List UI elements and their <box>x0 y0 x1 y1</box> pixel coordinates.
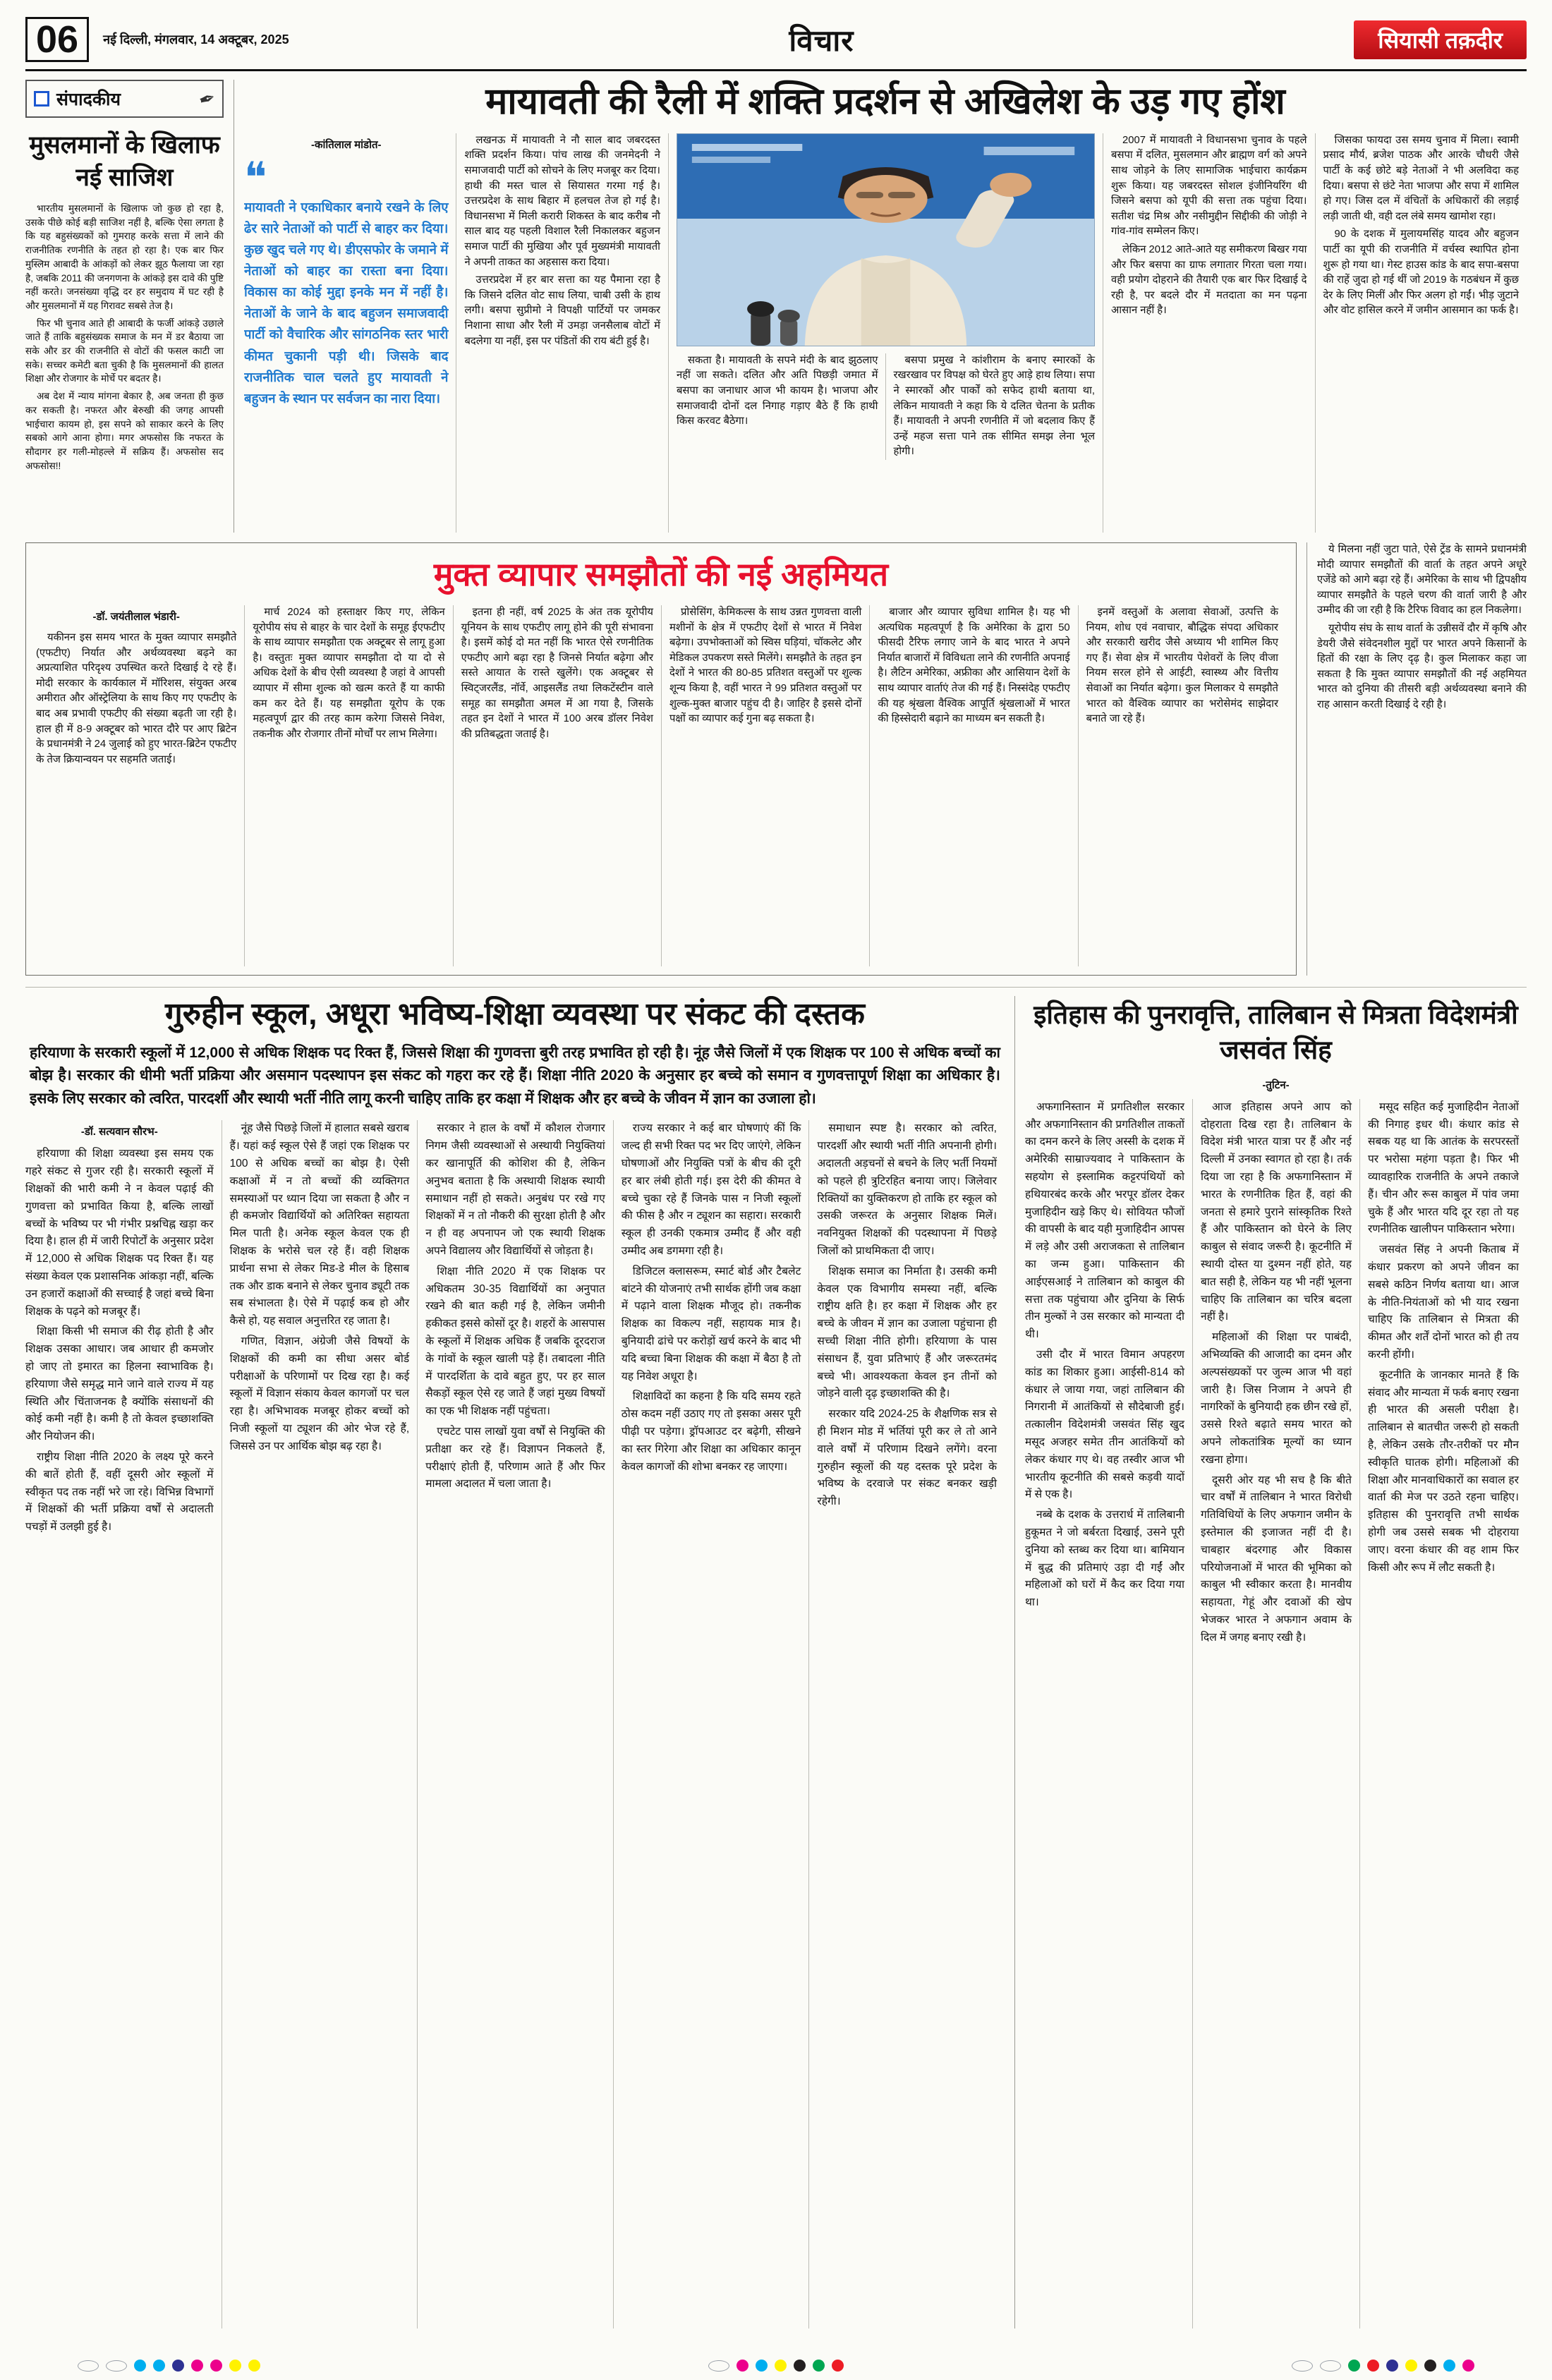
paragraph: दूसरी ओर यह भी सच है कि बीते चार वर्षों में तालिबान ने भारत विरोधी गतिविधियों के लिए अफगान जमीन के इस्तेमाल की इजाजत नहीं दी है। चाबहार बंदरगाह और विकास परियोजनाओं में भारत की भूमिका को काबुल भी स्वीकार करता है। मानवीय सहायता, गेहूं और दवाओं की खेप भेजकर भारत ने अफगान अवाम के दिल में जगह बनाए रखी है। <box>1201 1474 1352 1644</box>
paragraph: जिसका फायदा उस समय चुनाव में मिला। स्वामी प्रसाद मौर्य, ब्रजेश पाठक और आरके चौधरी जैसे पार्टी के कई छोटे बड़े नेताओं ने भी अलविदा कह दिया। बसपा से छंटे नेता भाजपा और सपा में शामिल हो गए। जिस दल में वंचितों के अधिकारों की लड़ाई लड़ी जाती थी, वही दल लंबे समय खामोश रहा। <box>1323 134 1519 222</box>
color-dot-icon <box>1367 2360 1379 2372</box>
school-byline: -डॉ. सत्यवान सौरभ- <box>80 1126 158 1139</box>
paragraph: मसूद सहित कई मुजाहिदीन नेताओं की निगाह इधर थी। कंधार कांड से सबक यह था कि आतंक के सरपरस्तों पर भरोसा महंगा पड़ता है। फिर भी व्यावहारिक राजनीति के अपने तकाजे हैं। चीन और रूस काबुल में पांव जमा चुके हैं और भारत यदि दूर रहा तो यह रणनीतिक खालीपन पाकिस्तान भरेगा। <box>1368 1100 1519 1236</box>
top-section <box>25 80 1527 533</box>
dateline: नई दिल्ली, मंगलवार, 14 अक्टूबर, 2025 <box>103 32 289 47</box>
mayawati-article <box>234 80 1527 533</box>
color-dot-icon <box>756 2360 768 2372</box>
paragraph: एचटेट पास लाखों युवा वर्षों से नियुक्ति की प्रतीक्षा कर रहे हैं। विज्ञापन निकलते हैं, परीक्षाएं होती हैं, परिणाम आते हैं और फिर मामला अदालत में चला जाता है। <box>425 1425 605 1490</box>
school-column-1 <box>25 1120 222 2329</box>
paragraph: इतना ही नहीं, वर्ष 2025 के अंत तक यूरोपीय यूनियन के साथ एफटीए लागू होने की पूरी संभावना है। इसमें कोई दो मत नहीं कि भारत ऐसे रणनीतिक एफटीए आगे बढ़ा रहा है जिनसे निर्यात बढ़ेगा और सस्ते आयात के रास्ते खुलेंगे। एक अक्टूबर से स्विट्जरलैंड, नॉर्वे, आइसलैंड तथा लिकटेंस्टीन वाले समूह का समझौता अमल में आ गया है, जिसके तहत इन देशों ने भारत में 100 अरब डॉलर निवेश की प्रतिबद्धता जताई है। <box>461 607 653 740</box>
paragraph: लखनऊ में मायावती ने नौ साल बाद जबरदस्त शक्ति प्रदर्शन किया। पांच लाख की जनमेदनी ने समाजवादी पार्टी को सोचने के लिए मजबूर कर दिया। हाथी की मस्त चाल से सियासत गरमा गई है। उत्तरप्रदेश के साथ बिहार में हलचल तेज हो गई है। विधानसभा में मिली करारी शिकस्त के बाद करीब नौ साल बाद यह पहली विशाल रैली निकालकर बहुजन समाज पार्टी की मुखिया और पूर्व मुख्यमंत्री मायावती ने अपनी ताकत का अहसास करा दिया। <box>464 134 660 268</box>
paragraph: ये मिलना नहीं जुटा पाते, ऐसे ट्रेंड के सामने प्रधानमंत्री मोदी व्यापार समझौतों की वार्ता के तहत अपने अधूरे एजेंडे को आगे बढ़ा रहे हैं। अमेरिका के साथ भी द्विपक्षीय व्यापार समझौते के पहले चरण की वार्ता जारी है और उम्मीद की जा रही है कि टैरिफ विवाद का हल निकलेगा। <box>1317 544 1527 617</box>
editorial-body <box>25 202 224 473</box>
color-dot-icon <box>1405 2360 1417 2372</box>
paragraph: मार्च 2024 को हस्ताक्षर किए गए, लेकिन यूरोपीय संघ से बाहर के चार देशों के समूह ईएफटीए के साथ व्यापार समझौता एक अक्टूबर से लागू हुआ है। वस्तुतः मुक्त व्यापार समझौता दो या दो से अधिक देशों के बीच ऐसी व्यवस्था है जहां वे आपसी व्यापार में सीमा शुल्क को खत्म करते हैं या काफी कम कर देते हैं। यह समझौता यूरोप के एक महत्वपूर्ण द्वार की तरह काम करेगा जिससे निवेश, तकनीक और रोजगार तीनों मोर्चों पर लाभ मिलेगा। <box>253 607 445 740</box>
school-column-3 <box>417 1120 613 2329</box>
mayawati-headline: मायावती की रैली में शक्ति प्रदर्शन से अखिलेश के उड़ गए होंश <box>485 81 1285 122</box>
paragraph: सरकार यदि 2024-25 के शैक्षणिक सत्र से ही मिशन मोड में भर्तियां पूरी कर ले तो आने वाले वर्षों में परिणाम दिखने लगेंगे। वरना गुरुहीन स्कूलों की यह दस्तक पूरे प्रदेश के भविष्य के दरवाजे पर संकट बनकर खड़ी रहेगी। <box>817 1408 997 1508</box>
color-dot-icon <box>736 2360 748 2372</box>
color-dot-icon <box>153 2360 165 2372</box>
paragraph: 2007 में मायावती ने विधानसभा चुनाव के पहले बसपा में दलित, मुसलमान और ब्राह्मण वर्ग को अपने साथ जोड़ने के लिए सामाजिक भाईचारा कार्यक्रम शुरू किया। यह जबरदस्त सोशल इंजीनियरिंग थी जिसने बसपा को यूपी की सत्ता तक पहुंचा दिया। सतीश चंद्र मिश्र और नसीमुद्दीन सिद्दीकी की जोड़ी ने गांव-गांव सम्मेलन किए। <box>1111 134 1307 238</box>
paragraph: प्रोसेसिंग, केमिकल्स के साथ उन्नत गुणवत्ता वाली मशीनों के क्षेत्र में एफटीए देशों से भारत में निवेश बढ़ेगा। उपभोक्ताओं को स्विस घड़ियां, चॉकलेट और मेडिकल उपकरण सस्ते मिलेंगे। समझौते के तहत इन देशों ने भारत की 80-85 प्रतिशत वस्तुओं पर शुल्क शून्य किया है, वहीं भारत ने 99 प्रतिशत वस्तुओं पर शुल्क-मुक्त बाजार पहुंच दी है। जाहिर है इससे दोनों पक्षों का व्यापार कई गुना बढ़ सकता है। <box>669 607 862 725</box>
fta-article <box>25 542 1297 976</box>
color-dot-icon <box>1443 2360 1455 2372</box>
fta-columns <box>36 605 1286 966</box>
paragraph: राष्ट्रीय शिक्षा नीति 2020 के लक्ष्य पूरे करने की बातें होती हैं, वहीं दूसरी ओर स्कूलों में स्वीकृत पद तक नहीं भरे जा रहे। विभिन्न विभागों में शिक्षकों की भर्ती प्रक्रिया वर्षों से अदालती पचड़ों में उलझी हुई है। <box>25 1450 214 1534</box>
paragraph: आज इतिहास अपने आप को दोहराता दिख रहा है। तालिबान के विदेश मंत्री भारत यात्रा पर हैं और नई दिल्ली में उनका स्वागत हो रहा है। तर्क दिया जा रहा है कि अफगानिस्तान में भारत के रणनीतिक हित हैं, वहां की जनता से हमारे पुराने सांस्कृतिक रिश्ते हैं और पाकिस्तान को घेरने के लिए काबुल से संवाद जरूरी है। कूटनीति में स्थायी दोस्त या दुश्मन नहीं होते, यह बात सही है, लेकिन यह भी नहीं भूलना चाहिए कि तालिबान का चरित्र बदला नहीं है। <box>1201 1100 1352 1323</box>
fta-column-1 <box>36 605 244 966</box>
mayawati-photo-column <box>668 133 1103 533</box>
paragraph: उसी दौर में भारत विमान अपहरण कांड का शिकार हुआ। आईसी-814 को कंधार ले जाया गया, जहां तालिबान की निगरानी में आतंकियों से सौदेबाजी हुई। तत्कालीन विदेशमंत्री जसवंत सिंह खुद मसूद अजहर समेत तीन आतंकियों को लेकर कंधार गए थे। वह तस्वीर आज भी भारतीय कूटनीति की सबसे कड़वी यादों में से एक है। <box>1025 1349 1184 1501</box>
color-dot-icon <box>248 2360 260 2372</box>
paragraph: हरियाणा की शिक्षा व्यवस्था इस समय एक गहरे संकट से गुजर रही है। सरकारी स्कूलों में शिक्षकों की भारी कमी ने न केवल पढ़ाई की गुणवत्ता को प्रभावित किया है, बल्कि लाखों बच्चों के भविष्य पर भी गंभीर प्रश्नचिह्न खड़ा कर दिया है। हाल ही में जारी रिपोर्टों के अनुसार प्रदेश में 12,000 से अधिक शिक्षक पद रिक्त हैं। यह संख्या केवल एक प्रशासनिक आंकड़ा नहीं, बल्कि उन हजारों कक्षाओं की सच्चाई है जहां बच्चे बिना शिक्षक के पढ़ने को मजबूर हैं। <box>25 1148 214 1318</box>
school-intro: हरियाणा के सरकारी स्कूलों में 12,000 से अधिक शिक्षक पद रिक्त हैं, जिससे शिक्षा की गुणवत्ता बुरी तरह प्रभावित हो रही है। नूंह जैसे जिलों में एक शिक्षक पर 100 से अधिक बच्चों का बोझ है। सरकार की धीमी भर्ती प्रक्रिया और असमान पदस्थापन इस संकट को गहरा कर रहे हैं। शिक्षा नीति 2020 के अनुसार हर बच्चे को समान व गुणवत्तापूर्ण शिक्षा का अधिकार है। इसके लिए सरकार को त्वरित, पारदर्शी और स्थायी भर्ती नीति लागू करनी चाहिए ताकि हर कक्षा में शिक्षक और हर बच्चे के जीवन में ज्ञान का उजाला हो। <box>30 1044 1000 1107</box>
section-title: विचार <box>789 23 854 57</box>
fta-column-5 <box>869 605 1077 966</box>
color-dot-icon <box>229 2360 241 2372</box>
print-marks-right <box>1292 2360 1474 2372</box>
paragraph: शिक्षा किसी भी समाज की रीढ़ होती है और शिक्षक उसका आधार। जब आधार ही कमजोर हो जाए तो इमारत का हिलना स्वाभाविक है। हरियाणा जैसे समृद्ध माने जाने वाले राज्य में यह स्थिति और चिंताजनक है क्योंकि संसाधनों की कोई कमी नहीं है। कमी है तो केवल इच्छाशक्ति और नियोजन की। <box>25 1325 214 1443</box>
editorial-label: संपादकीय <box>56 90 121 109</box>
blue-box-icon <box>34 91 49 107</box>
paragraph: शिक्षा नीति 2020 में एक शिक्षक पर अधिकतम 30-35 विद्यार्थियों का अनुपात रखने की बात कही गई है, लेकिन जमीनी हकीकत इससे कोसों दूर है। शहरों के आसपास के स्कूलों में शिक्षक अधिक हैं जबकि दूरदराज के गांवों के स्कूल खाली पड़े हैं। तबादला नीति में पारदर्शिता के दावे बहुत हुए, पर हर साल सैकड़ों स्कूल ऐसे रह जाते हैं जहां मुख्य विषयों का एक भी शिक्षक नहीं पहुंचता। <box>425 1265 605 1418</box>
mayawati-byline: -कांतिलाल मांडोत- <box>310 138 382 151</box>
print-registration-marks <box>0 2360 1552 2372</box>
fta-column-4 <box>661 605 869 966</box>
registration-ellipse-icon <box>1292 2360 1313 2372</box>
school-columns <box>25 1120 1005 2329</box>
color-dot-icon <box>1348 2360 1360 2372</box>
paragraph: बसपा प्रमुख ने कांशीराम के बनाए स्मारकों के रखरखाव पर विपक्ष को घेरते हुए आड़े हाथ लिया। सपा ने स्मारकों और पार्कों को सफेद हाथी बताया था, लेकिन मायावती ने कहा कि ये दलित चेतना के प्रतीक हैं। मायावती ने अपनी रणनीति में जो बदलाव किए हैं उन्हें महज सत्ता पाने तक सीमित समझ लेना भूल होगी। <box>893 354 1095 458</box>
taliban-column-2 <box>1192 1099 1359 2329</box>
taliban-column-1 <box>1025 1099 1192 2329</box>
mayawati-columns <box>244 133 1527 533</box>
color-dot-icon <box>134 2360 146 2372</box>
mayawati-column-a <box>456 133 668 533</box>
color-dot-icon <box>775 2360 787 2372</box>
masthead: सियासी तक़दीर <box>1354 20 1527 59</box>
mayawati-pullquote: मायावती ने एकाधिकार बनाये रखने के लिए ढेर सारे नेताओं को पार्टी से बाहर कर दिया। कुछ खुद चले गए थे। डीएसफोर के जमाने में नेताओं को बाहर का रास्ता बना दिया। विकास का कोई मुद्दा इनके मन में नहीं है। नेताओं के जाने के बाद बहुजन समाजवादी पार्टी को वैचारिक और सांगठनिक स्तर भारी कीमत चुकानी पड़ी थी। जिसके बाद राजनीतिक चाल चलते हुए मायावती ने बहुजन के स्थान पर सर्वजन का नारा दिया। <box>244 199 449 406</box>
mayawati-quote-column <box>244 133 456 533</box>
paragraph: गणित, विज्ञान, अंग्रेजी जैसे विषयों के शिक्षकों की कमी का सीधा असर बोर्ड परीक्षाओं के परिणामों पर दिख रहा है। कई स्कूलों में विज्ञान संकाय केवल कागजों पर चल रहा है। अभिभावक मजबूर होकर बच्चों को निजी स्कूलों या ट्यूशन की ओर भेज रहे हैं, जिससे उन पर आर्थिक बोझ बढ़ रहा है। <box>229 1335 410 1452</box>
fta-column-3 <box>453 605 661 966</box>
registration-ellipse-icon <box>106 2360 127 2372</box>
color-dot-icon <box>813 2360 825 2372</box>
color-dot-icon <box>1462 2360 1474 2372</box>
mayawati-photo <box>677 133 1095 346</box>
editorial-title: मुसलमानों के खिलाफ नई साजिश <box>29 131 220 191</box>
school-column-2 <box>222 1120 418 2329</box>
taliban-article <box>1014 996 1527 2329</box>
registration-ellipse-icon <box>1320 2360 1341 2372</box>
print-marks-left <box>78 2360 260 2372</box>
paragraph: जसवंत सिंह ने अपनी किताब में कंधार प्रकरण को अपने जीवन का सबसे कठिन निर्णय बताया था। आज के नीति-नियंताओं को भी याद रखना चाहिए कि तालिबान से मित्रता की कीमत और शर्तें दोनों भारत को ही तय करनी होंगी। <box>1368 1244 1519 1361</box>
color-dot-icon <box>172 2360 184 2372</box>
paragraph: शिक्षाविदों का कहना है कि यदि समय रहते ठोस कदम नहीं उठाए गए तो इसका असर पूरी पीढ़ी पर पड़ेगा। ड्रॉपआउट दर बढ़ेगी, सीखने का स्तर गिरेगा और शिक्षा का अधिकार कानून केवल कागजों की शोभा बनकर रह जाएगा। <box>621 1390 801 1473</box>
color-dot-icon <box>1424 2360 1436 2372</box>
paragraph: समाधान स्पष्ट है। सरकार को त्वरित, पारदर्शी और स्थायी भर्ती नीति अपनानी होगी। अदालती अड़चनों से बचने के लिए भर्ती नियमों को पहले ही त्रुटिरहित बनाया जाए। जिलेवार रिक्तियों का युक्तिकरण हो ताकि हर स्कूल को उसकी जरूरत के अनुसार शिक्षक मिलें। नवनियुक्त शिक्षकों की पदस्थापना में पिछड़े जिलों को प्राथमिकता दी जाए। <box>817 1122 997 1258</box>
color-dot-icon <box>794 2360 806 2372</box>
fta-right-column <box>1307 542 1527 976</box>
color-dot-icon <box>1386 2360 1398 2372</box>
paragraph: नूंह जैसे पिछड़े जिलों में हालात सबसे खराब हैं। यहां कई स्कूल ऐसे हैं जहां एक शिक्षक पर 100 से अधिक बच्चों का बोझ है। ऐसी कक्षाओं में न तो बच्चों की व्यक्तिगत समस्याओं पर ध्यान दिया जा सकता है और न ही कमजोर विद्यार्थियों को अतिरिक्त सहायता मिल पाती है। अनेक स्कूल केवल एक ही शिक्षक के भरोसे चल रहे हैं। वही शिक्षक प्रार्थना सभा से लेकर मिड-डे मील के हिसाब तक और डाक बनाने से लेकर चुनाव ड्यूटी तक सब संभालता है। ऐसे में पढ़ाई कब हो और कैसे हो, यह सवाल अनुत्तरित रह जाता है। <box>229 1122 410 1328</box>
paragraph: इनमें वस्तुओं के अलावा सेवाओं, उत्पत्ति के नियम, शोध एवं नवाचार, बौद्धिक संपदा अधिकार और सरकारी खरीद जैसे अध्याय भी शामिल किए गए हैं। सेवा क्षेत्र में भारतीय पेशेवरों के लिए वीजा नियम सरल होने से आईटी, स्वास्थ्य और वित्तीय सेवाओं का निर्यात बढ़ेगा। कुल मिलाकर ये समझौते भारत को वैश्विक व्यापार का भरोसेमंद साझेदार बनाते जा रहे हैं। <box>1086 607 1278 725</box>
color-dot-icon <box>832 2360 844 2372</box>
paragraph: कूटनीति के जानकार मानते हैं कि संवाद और मान्यता में फर्क बनाए रखना ही भारत की असली परीक्षा है। तालिबान से बातचीत जरूरी हो सकती है, लेकिन उसके तौर-तरीकों पर मौन स्वीकृति घातक होगी। महिलाओं की शिक्षा और मानवाधिकारों का सवाल हर वार्ता की मेज पर उठते रहना चाहिए। इतिहास की पुनरावृत्ति तभी सार्थक होगी जब उससे सबक भी दोहराया जाए। वरना कंधार की वह शाम फिर किसी और रूप में लौट सकती है। <box>1368 1368 1519 1574</box>
paragraph: लेकिन 2012 आते-आते यह समीकरण बिखर गया और फिर बसपा का ग्राफ लगातार गिरता चला गया। वही प्रयोग दोहराने की तैयारी एक बार फिर दिखाई दे रही है, पर बदले दौर में मतदाता का मन पढ़ना आसान नहीं है। <box>1111 243 1307 317</box>
page-header <box>25 17 1527 71</box>
color-dot-icon <box>210 2360 222 2372</box>
paragraph: यूरोपीय संघ के साथ वार्ता के उन्नीसवें दौर में कृषि और डेयरी जैसे संवेदनशील मुद्दों पर भारत अपने किसानों के हितों की रक्षा के लिए दृढ़ है। कुल मिलाकर कहा जा सकता है कि मुक्त व्यापार समझौतों की नई अहमियत भारत को दुनिया की तीसरी बड़ी अर्थव्यवस्था बनाने की राह आसान करती दिखाई दे रही है। <box>1317 622 1527 710</box>
paragraph: नब्बे के दशक के उत्तरार्ध में तालिबानी हुकूमत ने जो बर्बरता दिखाई, उसने पूरी दुनिया को स्तब्ध कर दिया था। बामियान में बुद्ध की प्रतिमाएं उड़ा दी गईं और महिलाओं को घरों में कैद कर दिया गया था। <box>1025 1509 1184 1609</box>
bottom-section <box>25 987 1527 2329</box>
paragraph: फिर भी चुनाव आते ही आबादी के फर्जी आंकड़े उछाले जाते हैं ताकि बहुसंख्यक समाज के मन में डर बैठाया जा सके और डर की राजनीति से वोटों की फसल काटी जा सके। सच्चर कमेटी बता चुकी है कि मुसलमानों की हालत शिक्षा और रोजगार के मोर्चे पर बदतर है। <box>25 317 224 384</box>
fta-column-2 <box>244 605 452 966</box>
paragraph: अफगानिस्तान में प्रगतिशील सरकार और अफगानिस्तान की प्रगतिशील ताकतों का दमन करने के लिए अस्सी के दशक में अमेरिकी साम्राज्यवाद ने पाकिस्तान के सहयोग से इस्लामिक कट्टरपंथियों को हथियारबंद करके और भरपूर डॉलर देकर मुजाहिदीन खड़े किए थे। सोवियत फौजों की वापसी के बाद यही मुजाहिदीन आपस में लड़े और उसी अराजकता से तालिबान का जन्म हुआ। पाकिस्तान की आईएसआई ने तालिबान को काबुल की सत्ता तक पहुंचाया और दुनिया के सिर्फ तीन मुल्कों ने उस सरकार को मान्यता दी थी। <box>1025 1100 1184 1341</box>
school-headline: गुरुहीन स्कूल, अधूरा भविष्य-शिक्षा व्यवस्था पर संकट की दस्तक <box>165 997 865 1031</box>
school-column-1-text <box>25 1146 214 1536</box>
taliban-column-3 <box>1359 1099 1527 2329</box>
mayawati-column-d <box>1315 133 1527 533</box>
paragraph: राज्य सरकार ने कई बार घोषणाएं कीं कि जल्द ही सभी रिक्त पद भर दिए जाएंगे, लेकिन घोषणाओं और नियुक्ति पत्रों के बीच की दूरी हर बार लंबी होती गई। इस देरी की कीमत वे बच्चे चुका रहे हैं जिनके पास न निजी स्कूलों की फीस है और न ट्यूशन का सहारा। सरकारी स्कूल ही उनकी एकमात्र उम्मीद हैं और वही उम्मीद अब डगमगा रही है। <box>621 1122 801 1258</box>
registration-ellipse-icon <box>78 2360 99 2372</box>
school-column-4 <box>613 1120 809 2329</box>
mayawati-column-b <box>677 353 1095 460</box>
editorial-header <box>25 80 224 118</box>
print-marks-center <box>708 2360 844 2372</box>
taliban-headline: इतिहास की पुनरावृत्ति, तालिबान से मित्रता विदेशमंत्री जसवंत सिंह <box>1033 1000 1518 1064</box>
taliban-byline: -तुटिन- <box>1262 1079 1290 1091</box>
paragraph: महिलाओं की शिक्षा पर पाबंदी, अभिव्यक्ति की आजादी का दमन और अल्पसंख्यकों पर जुल्म आज भी वहां जारी है। जिस निजाम ने अपने ही नागरिकों के बुनियादी हक छीन रखे हों, उससे रिश्ते बढ़ाते समय भारत को अपने लोकतांत्रिक मूल्यों का ध्यान रखना होगा। <box>1201 1331 1352 1466</box>
color-dot-icon <box>191 2360 203 2372</box>
paragraph: भारतीय मुसलमानों के खिलाफ जो कुछ हो रहा है, उसके पीछे कोई बड़ी साजिश नहीं है, बल्कि ऐसा लगता है कि यह बहुसंख्यकों को गुमराह करके सत्ता में लाने की राजनीतिक रणनीति के तहत हो रहा है। एक बार फिर मुस्लिम आबादी के आंकड़ों को लेकर झूठ फैलाया जा रहा है, जबकि 2011 की जनगणना के आंकड़े इस दावे की पुष्टि नहीं करते। जनसंख्या वृद्धि दर हर समुदाय में घट रही है और मुसलमानों में यह गिरावट सबसे तेज है। <box>25 203 224 311</box>
paragraph: बाजार और व्यापार सुविधा शामिल है। यह भी अत्यधिक महत्वपूर्ण है कि अमेरिका के द्वारा 50 फीसदी टैरिफ लगाए जाने के बाद भारत ने अपने निर्यात बाजारों में विविधता लाने की रणनीति अपनाई है। लैटिन अमेरिका, अफ्रीका और आसियान देशों के साथ व्यापार वार्ताएं तेज की गई हैं। निस्संदेह एफटीए की यह श्रृंखला वैश्विक आपूर्ति श्रृंखलाओं में भारत की हिस्सेदारी बढ़ाने का माध्यम बन सकती है। <box>878 607 1070 725</box>
editorial-column <box>25 80 234 533</box>
fta-byline: -डॉ. जयंतीलाल भंडारी- <box>92 611 180 623</box>
paragraph: शिक्षक समाज का निर्माता है। उसकी कमी केवल एक विभागीय समस्या नहीं, बल्कि राष्ट्रीय क्षति है। हर कक्षा में शिक्षक और हर बच्चे के जीवन में ज्ञान का उजाला पहुंचाना ही सच्ची शिक्षा नीति होगी। हरियाणा के पास संसाधन हैं, युवा प्रतिभाएं हैं और जरूरतमंद बच्चे भी। आवश्यकता केवल इन तीनों को जोड़ने वाली दृढ़ इच्छाशक्ति की है। <box>817 1265 997 1400</box>
mayawati-column-c <box>1103 133 1315 533</box>
fta-column-6 <box>1078 605 1286 966</box>
taliban-columns <box>1025 1099 1527 2329</box>
paragraph: सकता है। मायावती के सपने मंदी के बाद झुठलाए नहीं जा सकते। दलित और अति पिछड़ी जमात में बसपा का जनाधार आज भी कायम है। भाजपा और समाजवादी दोनों दल निगाह गड़ाए बैठे हैं कि हाथी किस करवट बैठेगा। <box>676 354 878 427</box>
fta-section <box>25 542 1527 976</box>
paragraph: यकीनन इस समय भारत के मुक्त व्यापार समझौते (एफटीए) निर्यात और अर्थव्यवस्था बढ़ने का अप्रत्याशित परिदृश्य उपस्थित करते दिखाई दे रहे हैं। मोदी सरकार के कार्यकाल में मॉरिशस, संयुक्त अरब अमीरात और ऑस्ट्रेलिया के साथ किए गए एफटीए के बाद अब प्रभावी एफटीए की संख्या बढ़ती जा रही है। हाल ही में 8-9 अक्टूबर को भारत दौरे पर आए ब्रिटेन के प्रधानमंत्री ने 24 जुलाई को हुए भारत-ब्रिटेन एफटीए के तेज क्रियान्वयन पर सहमति जताई। <box>36 632 237 765</box>
fta-column-1-text <box>36 631 236 767</box>
page-number: 06 <box>25 17 89 62</box>
school-article <box>25 996 1014 2329</box>
paragraph: सरकार ने हाल के वर्षों में कौशल रोजगार निगम जैसी व्यवस्थाओं से अस्थायी नियुक्तियां कर खानापूर्ति की कोशिश की है, लेकिन अनुभव बताता है कि अस्थायी शिक्षक स्थायी समाधान नहीं हो सकते। अनुबंध पर रखे गए शिक्षकों में न तो नौकरी की सुरक्षा होती है और न ही वह अपनापन जो एक स्थायी शिक्षक अपने विद्यालय और विद्यार्थियों से जोड़ता है। <box>425 1122 605 1258</box>
quote-mark-icon: ❝ <box>244 152 267 202</box>
fta-headline: मुक्त व्यापार समझौतों की नई अहमियत <box>433 556 889 593</box>
paragraph: 90 के दशक में मुलायमसिंह यादव और बहुजन पार्टी का यूपी की राजनीति में वर्चस्व स्थापित होना शुरू हो गया था। गेस्ट हाउस कांड के बाद सपा-बसपा की राहें जुदा हो गई थीं जो 2019 के गठबंधन में कुछ देर के लिए मिलीं और फिर अलग हो गईं। भीड़ जुटाने और वोट हासिल करने में जमीन आसमान का फर्क है। <box>1323 229 1519 317</box>
school-column-5 <box>808 1120 1005 2329</box>
paragraph: अब देश में न्याय मांगना बेकार है, अब जनता ही कुछ कर सकती है। नफरत और बेरुखी की जगह आपसी भाईचारा कायम हो, इस सपने को साकार करने के लिए सबको आगे आना होगा। मगर अफसोस कि नफरत के सौदागर हर गली-मोहल्ले में सक्रिय हैं। अफसोस सद अफसोस!! <box>25 391 224 471</box>
paragraph: डिजिटल क्लासरूम, स्मार्ट बोर्ड और टैबलेट बांटने की योजनाएं तभी सार्थक होंगी जब कक्षा में पढ़ाने वाला शिक्षक मौजूद हो। तकनीक शिक्षक का विकल्प नहीं, सहायक मात्र है। बुनियादी ढांचे पर करोड़ों खर्च करने के बाद भी यदि बच्चा बिना शिक्षक की कक्षा में बैठा है तो यह निवेश अधूरा है। <box>621 1265 801 1383</box>
pen-icon: ✒ <box>195 85 219 112</box>
paragraph: उत्तरप्रदेश में हर बार सत्ता का यह पैमाना रहा है कि जिसने दलित वोट साध लिया, चाबी उसी के हाथ लगी। बसपा सुप्रीमो ने विपक्षी पार्टियों पर जमकर निशाना साधा और रैली में उमड़ा जनसैलाब वोटों में बदलेगा या नहीं, इस पर पंडितों की राय बंटी हुई है। <box>464 274 660 347</box>
registration-ellipse-icon <box>708 2360 729 2372</box>
